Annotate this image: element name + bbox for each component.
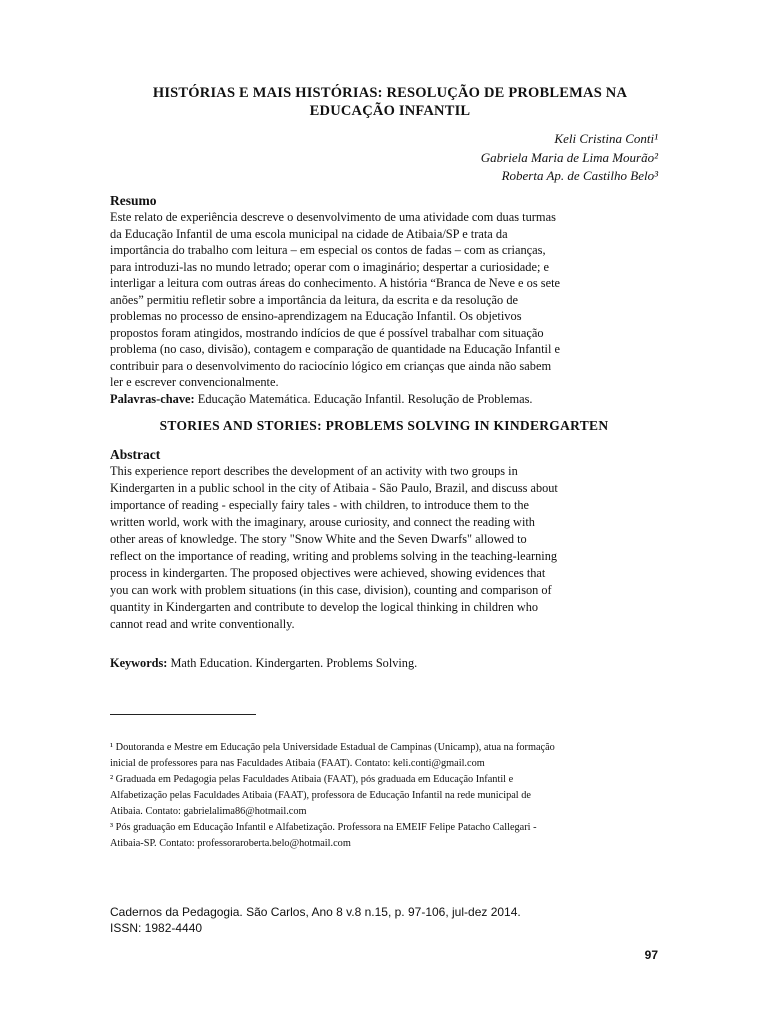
resumo-section xyxy=(110,192,658,407)
footnote-line: inicial de professores para nas Faculdades Atibaia (FAAT). Contato: keli.conti@gmail.com xyxy=(110,758,485,769)
resumo-line: problema (no caso, divisão), contagem e comparação de quantidade na Educação Infantil e xyxy=(110,342,560,356)
footnote-line: Atibaia-SP. Contato: professoraroberta.belo@hotmail.com xyxy=(110,838,351,849)
author-1: Keli Cristina Conti¹ xyxy=(554,131,658,146)
palavras-chave-text: Educação Matemática. Educação Infantil. Resolução de Problemas. xyxy=(194,391,533,406)
keywords-text: Math Education. Kindergarten. Problems Solving. xyxy=(167,656,418,670)
palavras-chave-label: Palavras-chave: xyxy=(110,391,195,406)
journal-line-1: Cadernos da Pedagogia. São Carlos, Ano 8 v.8 n.15, p. 97-106, jul-dez 2014. xyxy=(110,905,521,919)
author-list xyxy=(481,130,658,186)
paper-title xyxy=(110,84,670,120)
abstract-section xyxy=(110,446,658,633)
resumo-heading: Resumo xyxy=(110,193,157,208)
footnote-divider xyxy=(110,714,256,715)
abstract-body xyxy=(110,463,658,633)
abstract-line: importance of reading - especially fairy tales - with children, to introduce them to the xyxy=(110,498,529,512)
journal-issn: ISSN: 1982-4440 xyxy=(110,921,203,935)
abstract-line: This experience report describes the development of an activity with two groups in xyxy=(110,464,518,478)
abstract-line: other areas of knowledge. The story "Snow White and the Seven Dwarfs" allowed to xyxy=(110,532,527,546)
english-title: STORIES AND STORIES: PROBLEMS SOLVING IN KINDERGARTEN xyxy=(159,418,609,433)
journal-citation xyxy=(110,904,521,936)
resumo-line: interligar a leitura com outras áreas do conhecimento. A história “Branca de Neve e os sete xyxy=(110,276,561,290)
page-number: 97 xyxy=(644,948,658,962)
resumo-line: anões” permitiu refletir sobre a importância da leitura, da escrita e da resolução de xyxy=(110,292,519,307)
keywords-section xyxy=(110,655,658,672)
abstract-line: cannot read and write conventionally. xyxy=(110,617,295,631)
abstract-line: reflect on the importance of reading, writing and problems solving in the teaching-learning xyxy=(110,549,557,563)
abstract-line: you can work with problem situations (in this case, division), counting and comparison of xyxy=(110,583,552,597)
title-line-2: EDUCAÇÃO INFANTIL xyxy=(309,103,471,119)
footnote-line: ² Graduada em Pedagogia pelas Faculdades Atibaia (FAAT), pós graduada em Educação Infantil e xyxy=(110,774,514,785)
author-3: Roberta Ap. de Castilho Belo³ xyxy=(501,168,658,183)
abstract-heading: Abstract xyxy=(110,447,161,462)
title-line-1: HISTÓRIAS E MAIS HISTÓRIAS: RESOLUÇÃO DE PROBLEMAS NA xyxy=(152,85,628,101)
abstract-line: quantity in Kindergarten and contribute to develop the logical thinking in children who xyxy=(110,600,539,614)
resumo-line: problemas no processo de ensino-aprendizagem na Educação Infantil. Os objetivos xyxy=(110,309,522,323)
keywords-label: Keywords: xyxy=(110,656,168,670)
resumo-line: ler e escrever convencionalmente. xyxy=(110,375,279,389)
footnotes xyxy=(110,740,660,852)
resumo-line: da Educação Infantil de uma escola municipal na cidade de Atibaia/SP e trata da xyxy=(110,226,508,241)
resumo-line: contribuir para o desenvolvimento do raciocínio lógico em crianças que ainda não sabem xyxy=(110,358,552,373)
resumo-line: para introduzi-las no mundo letrado; operar com o imaginário; despertar a curiosidade; e xyxy=(110,259,550,274)
footnote-line: Atibaia. Contato: gabrielalima86@hotmail.com xyxy=(110,806,307,817)
footnote-line: ³ Pós graduação em Educação Infantil e Alfabetização. Professora na EMEIF Felipe Patacho Callegari - xyxy=(110,822,537,833)
abstract-line: Kindergarten in a public school in the city of Atibaia - São Paulo, Brazil, and discuss about xyxy=(110,481,558,495)
footnote-line: ¹ Doutoranda e Mestre em Educação pela Universidade Estadual de Campinas (Unicamp), atua na formação xyxy=(110,742,555,753)
resumo-line: importância do trabalho com leitura – em especial os contos de fadas – com as crianças, xyxy=(110,243,546,257)
palavras-chave xyxy=(110,391,658,408)
footnote-line: Alfabetização pelas Faculdades Atibaia (FAAT), professora de Educação Infantil na rede municipal de xyxy=(110,790,531,801)
resumo-line: propostos foram atingidos, mostrando indícios de que é possível trabalhar com situação xyxy=(110,325,544,340)
abstract-line: process in kindergarten. The proposed objectives were achieved, showing evidences that xyxy=(110,566,546,580)
abstract-line: written world, work with the imaginary, arouse curiosity, and connect the reading with xyxy=(110,515,535,529)
keywords xyxy=(110,655,658,672)
resumo-line: Este relato de experiência descreve o desenvolvimento de uma atividade com duas turmas xyxy=(110,210,556,224)
resumo-body xyxy=(110,209,658,391)
author-2: Gabriela Maria de Lima Mourão² xyxy=(480,149,658,165)
